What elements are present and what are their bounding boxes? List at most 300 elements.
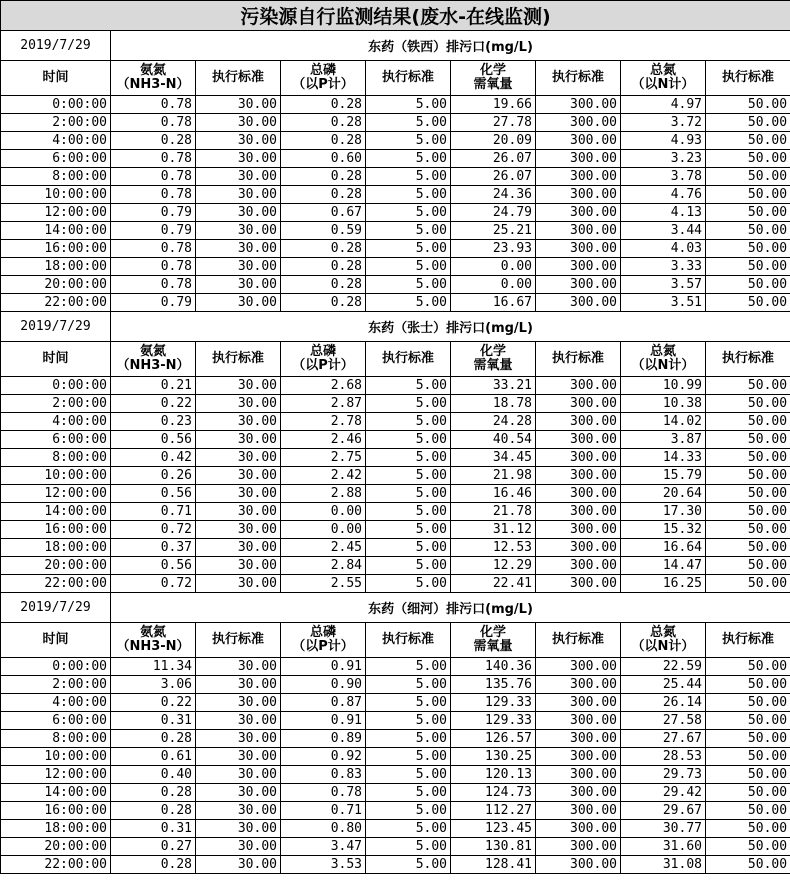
time-cell: 14:00:00 (1, 222, 111, 240)
ammonia-cell: 0.31 (111, 820, 196, 838)
nitrogen-standard-header: 执行标准 (706, 623, 790, 658)
phosphorus-standard-cell: 5.00 (366, 712, 451, 730)
cod-cell: 129.33 (451, 694, 536, 712)
time-cell: 4:00:00 (1, 694, 111, 712)
ammonia-cell: 0.22 (111, 395, 196, 413)
ammonia-standard-cell: 30.00 (196, 186, 281, 204)
cod-cell: 124.73 (451, 784, 536, 802)
cod-cell: 18.78 (451, 395, 536, 413)
ammonia-standard-cell: 30.00 (196, 413, 281, 431)
time-cell: 0:00:00 (1, 96, 111, 114)
nitrogen-cell: 26.14 (621, 694, 706, 712)
phosphorus-standard-cell: 5.00 (366, 431, 451, 449)
phosphorus-cell: 0.67 (281, 204, 366, 222)
ammonia-cell: 0.28 (111, 784, 196, 802)
phosphorus-standard-cell: 5.00 (366, 240, 451, 258)
cod-standard-cell: 300.00 (536, 658, 621, 676)
section-header-row (1, 312, 790, 342)
nitrogen-cell: 4.97 (621, 96, 706, 114)
ammonia-standard-cell: 30.00 (196, 658, 281, 676)
section-site-name: 东药（细河）排污口(mg/L) (111, 593, 790, 623)
ammonia-standard-cell: 30.00 (196, 557, 281, 575)
phosphorus-cell: 2.78 (281, 413, 366, 431)
time-cell: 8:00:00 (1, 449, 111, 467)
phosphorus-standard-cell: 5.00 (366, 96, 451, 114)
ammonia-standard-cell: 30.00 (196, 114, 281, 132)
cod-standard-cell: 300.00 (536, 766, 621, 784)
ammonia-standard-cell: 30.00 (196, 150, 281, 168)
ammonia-cell: 0.71 (111, 503, 196, 521)
cod-standard-cell: 300.00 (536, 485, 621, 503)
ammonia-cell: 0.28 (111, 802, 196, 820)
cod-cell: 0.00 (451, 276, 536, 294)
ammonia-cell: 0.72 (111, 575, 196, 593)
ammonia-standard-cell: 30.00 (196, 377, 281, 395)
ammonia-standard-cell: 30.00 (196, 240, 281, 258)
nitrogen-cell: 14.02 (621, 413, 706, 431)
ammonia-standard-header: 执行标准 (196, 61, 281, 96)
nitrogen-standard-cell: 50.00 (706, 712, 790, 730)
ammonia-standard-cell: 30.00 (196, 132, 281, 150)
nitrogen-standard-cell: 50.00 (706, 168, 790, 186)
phosphorus-standard-cell: 5.00 (366, 186, 451, 204)
cod-standard-cell: 300.00 (536, 114, 621, 132)
phosphorus-standard-header: 执行标准 (366, 342, 451, 377)
ammonia-cell: 0.78 (111, 96, 196, 114)
ammonia-cell: 0.27 (111, 838, 196, 856)
ammonia-standard-header: 执行标准 (196, 623, 281, 658)
phosphorus-standard-cell: 5.00 (366, 820, 451, 838)
nitrogen-cell: 31.60 (621, 838, 706, 856)
time-cell: 6:00:00 (1, 431, 111, 449)
ammonia-standard-cell: 30.00 (196, 820, 281, 838)
nitrogen-cell: 10.38 (621, 395, 706, 413)
table-row (1, 802, 790, 820)
phosphorus-standard-header: 执行标准 (366, 623, 451, 658)
ammonia-standard-cell: 30.00 (196, 96, 281, 114)
table-row (1, 730, 790, 748)
phosphorus-standard-cell: 5.00 (366, 521, 451, 539)
cod-standard-cell: 300.00 (536, 730, 621, 748)
nitrogen-standard-cell: 50.00 (706, 485, 790, 503)
ammonia-cell: 0.23 (111, 413, 196, 431)
cod-cell: 112.27 (451, 802, 536, 820)
nitrogen-cell: 4.03 (621, 240, 706, 258)
ammonia-standard-cell: 30.00 (196, 449, 281, 467)
phosphorus-cell: 0.91 (281, 712, 366, 730)
nitrogen-cell: 3.78 (621, 168, 706, 186)
cod-header: 化学 需氧量 (451, 623, 536, 658)
phosphorus-standard-cell: 5.00 (366, 485, 451, 503)
nitrogen-header: 总氮 （以N计） (621, 342, 706, 377)
nitrogen-cell: 3.44 (621, 222, 706, 240)
phosphorus-cell: 3.47 (281, 838, 366, 856)
phosphorus-standard-cell: 5.00 (366, 132, 451, 150)
section-header-row (1, 31, 790, 61)
phosphorus-header: 总磷 （以P计） (281, 342, 366, 377)
nitrogen-cell: 4.13 (621, 204, 706, 222)
ammonia-cell: 0.26 (111, 467, 196, 485)
phosphorus-standard-cell: 5.00 (366, 539, 451, 557)
column-header-row (1, 61, 790, 96)
ammonia-cell: 0.79 (111, 204, 196, 222)
phosphorus-standard-cell: 5.00 (366, 694, 451, 712)
nitrogen-cell: 29.67 (621, 802, 706, 820)
nitrogen-standard-cell: 50.00 (706, 694, 790, 712)
phosphorus-standard-cell: 5.00 (366, 676, 451, 694)
cod-standard-header: 执行标准 (536, 342, 621, 377)
ammonia-standard-cell: 30.00 (196, 168, 281, 186)
table-row (1, 222, 790, 240)
phosphorus-standard-cell: 5.00 (366, 784, 451, 802)
cod-cell: 27.78 (451, 114, 536, 132)
table-row (1, 276, 790, 294)
table-row (1, 820, 790, 838)
section-date: 2019/7/29 (1, 593, 111, 623)
ammonia-standard-header: 执行标准 (196, 342, 281, 377)
table-row (1, 150, 790, 168)
time-cell: 4:00:00 (1, 413, 111, 431)
cod-standard-cell: 300.00 (536, 712, 621, 730)
time-cell: 12:00:00 (1, 485, 111, 503)
nitrogen-cell: 14.47 (621, 557, 706, 575)
cod-cell: 120.13 (451, 766, 536, 784)
nitrogen-standard-cell: 50.00 (706, 186, 790, 204)
phosphorus-standard-cell: 5.00 (366, 467, 451, 485)
nitrogen-cell: 10.99 (621, 377, 706, 395)
nitrogen-cell: 3.33 (621, 258, 706, 276)
table-row (1, 856, 790, 874)
nitrogen-standard-cell: 50.00 (706, 240, 790, 258)
ammonia-standard-cell: 30.00 (196, 766, 281, 784)
ammonia-standard-cell: 30.00 (196, 784, 281, 802)
cod-cell: 140.36 (451, 658, 536, 676)
phosphorus-standard-cell: 5.00 (366, 658, 451, 676)
ammonia-standard-cell: 30.00 (196, 521, 281, 539)
ammonia-standard-cell: 30.00 (196, 856, 281, 874)
phosphorus-standard-cell: 5.00 (366, 575, 451, 593)
cod-standard-cell: 300.00 (536, 222, 621, 240)
time-cell: 0:00:00 (1, 658, 111, 676)
ammonia-standard-cell: 30.00 (196, 294, 281, 312)
phosphorus-cell: 0.28 (281, 186, 366, 204)
cod-standard-cell: 300.00 (536, 431, 621, 449)
time-cell: 14:00:00 (1, 784, 111, 802)
time-cell: 20:00:00 (1, 276, 111, 294)
nitrogen-standard-cell: 50.00 (706, 377, 790, 395)
phosphorus-standard-cell: 5.00 (366, 449, 451, 467)
phosphorus-cell: 0.80 (281, 820, 366, 838)
phosphorus-standard-cell: 5.00 (366, 413, 451, 431)
ammonia-standard-cell: 30.00 (196, 276, 281, 294)
cod-cell: 40.54 (451, 431, 536, 449)
cod-standard-cell: 300.00 (536, 539, 621, 557)
nitrogen-cell: 4.93 (621, 132, 706, 150)
nitrogen-cell: 31.08 (621, 856, 706, 874)
time-cell: 14:00:00 (1, 503, 111, 521)
time-cell: 16:00:00 (1, 521, 111, 539)
nitrogen-cell: 3.57 (621, 276, 706, 294)
nitrogen-standard-cell: 50.00 (706, 658, 790, 676)
nitrogen-standard-cell: 50.00 (706, 838, 790, 856)
table-row (1, 838, 790, 856)
ammonia-cell: 0.40 (111, 766, 196, 784)
nitrogen-cell: 3.51 (621, 294, 706, 312)
cod-standard-cell: 300.00 (536, 557, 621, 575)
nitrogen-standard-cell: 50.00 (706, 503, 790, 521)
ammonia-cell: 0.78 (111, 258, 196, 276)
time-cell: 8:00:00 (1, 168, 111, 186)
table-row (1, 132, 790, 150)
nitrogen-standard-cell: 50.00 (706, 413, 790, 431)
phosphorus-standard-cell: 5.00 (366, 114, 451, 132)
cod-standard-cell: 300.00 (536, 150, 621, 168)
cod-cell: 129.33 (451, 712, 536, 730)
cod-cell: 24.36 (451, 186, 536, 204)
phosphorus-cell: 2.42 (281, 467, 366, 485)
cod-cell: 135.76 (451, 676, 536, 694)
phosphorus-standard-cell: 5.00 (366, 150, 451, 168)
phosphorus-standard-cell: 5.00 (366, 748, 451, 766)
phosphorus-cell: 0.89 (281, 730, 366, 748)
nitrogen-standard-cell: 50.00 (706, 856, 790, 874)
cod-standard-cell: 300.00 (536, 521, 621, 539)
cod-cell: 21.78 (451, 503, 536, 521)
phosphorus-standard-cell: 5.00 (366, 766, 451, 784)
time-cell: 20:00:00 (1, 557, 111, 575)
nitrogen-cell: 27.67 (621, 730, 706, 748)
table-row (1, 784, 790, 802)
ammonia-standard-cell: 30.00 (196, 575, 281, 593)
cod-cell: 130.25 (451, 748, 536, 766)
ammonia-cell: 0.79 (111, 294, 196, 312)
cod-header: 化学 需氧量 (451, 342, 536, 377)
nitrogen-standard-cell: 50.00 (706, 114, 790, 132)
ammonia-cell: 0.78 (111, 240, 196, 258)
phosphorus-cell: 2.75 (281, 449, 366, 467)
cod-standard-cell: 300.00 (536, 258, 621, 276)
table-row (1, 114, 790, 132)
cod-cell: 16.46 (451, 485, 536, 503)
section-site-name: 东药（张士）排污口(mg/L) (111, 312, 790, 342)
table-row (1, 575, 790, 593)
phosphorus-header: 总磷 （以P计） (281, 623, 366, 658)
phosphorus-cell: 0.60 (281, 150, 366, 168)
ammonia-cell: 0.72 (111, 521, 196, 539)
time-cell: 4:00:00 (1, 132, 111, 150)
phosphorus-cell: 2.46 (281, 431, 366, 449)
nitrogen-cell: 22.59 (621, 658, 706, 676)
ammonia-cell: 0.78 (111, 186, 196, 204)
table-row (1, 96, 790, 114)
cod-cell: 22.41 (451, 575, 536, 593)
ammonia-cell: 0.78 (111, 168, 196, 186)
phosphorus-cell: 0.90 (281, 676, 366, 694)
ammonia-cell: 11.34 (111, 658, 196, 676)
phosphorus-cell: 0.00 (281, 503, 366, 521)
phosphorus-standard-cell: 5.00 (366, 838, 451, 856)
ammonia-standard-cell: 30.00 (196, 712, 281, 730)
nitrogen-cell: 16.25 (621, 575, 706, 593)
ammonia-header: 氨氮 （NH3-N） (111, 61, 196, 96)
time-cell: 8:00:00 (1, 730, 111, 748)
time-cell: 10:00:00 (1, 748, 111, 766)
nitrogen-standard-cell: 50.00 (706, 575, 790, 593)
ammonia-cell: 0.37 (111, 539, 196, 557)
phosphorus-standard-cell: 5.00 (366, 377, 451, 395)
cod-header: 化学 需氧量 (451, 61, 536, 96)
nitrogen-standard-cell: 50.00 (706, 766, 790, 784)
cod-cell: 26.07 (451, 150, 536, 168)
cod-cell: 123.45 (451, 820, 536, 838)
section-site-name: 东药（铁西）排污口(mg/L) (111, 31, 790, 61)
cod-standard-cell: 300.00 (536, 784, 621, 802)
phosphorus-cell: 2.45 (281, 539, 366, 557)
nitrogen-cell: 25.44 (621, 676, 706, 694)
nitrogen-cell: 15.79 (621, 467, 706, 485)
time-cell: 2:00:00 (1, 114, 111, 132)
cod-standard-cell: 300.00 (536, 168, 621, 186)
cod-cell: 26.07 (451, 168, 536, 186)
time-cell: 12:00:00 (1, 766, 111, 784)
time-cell: 0:00:00 (1, 377, 111, 395)
phosphorus-standard-cell: 5.00 (366, 503, 451, 521)
nitrogen-cell: 17.30 (621, 503, 706, 521)
cod-standard-cell: 300.00 (536, 294, 621, 312)
nitrogen-standard-cell: 50.00 (706, 204, 790, 222)
nitrogen-standard-cell: 50.00 (706, 294, 790, 312)
cod-standard-cell: 300.00 (536, 96, 621, 114)
phosphorus-standard-cell: 5.00 (366, 294, 451, 312)
nitrogen-standard-cell: 50.00 (706, 676, 790, 694)
phosphorus-cell: 0.28 (281, 258, 366, 276)
time-header: 时间 (1, 623, 111, 658)
section-header-row (1, 593, 790, 623)
time-cell: 10:00:00 (1, 186, 111, 204)
phosphorus-cell: 0.92 (281, 748, 366, 766)
phosphorus-standard-cell: 5.00 (366, 204, 451, 222)
ammonia-cell: 0.28 (111, 730, 196, 748)
table-row (1, 186, 790, 204)
phosphorus-standard-cell: 5.00 (366, 168, 451, 186)
ammonia-cell: 0.42 (111, 449, 196, 467)
ammonia-cell: 3.06 (111, 676, 196, 694)
nitrogen-standard-cell: 50.00 (706, 539, 790, 557)
table-row (1, 503, 790, 521)
ammonia-header: 氨氮 （NH3-N） (111, 623, 196, 658)
phosphorus-cell: 0.78 (281, 784, 366, 802)
time-cell: 16:00:00 (1, 802, 111, 820)
nitrogen-standard-cell: 50.00 (706, 820, 790, 838)
table-row (1, 557, 790, 575)
ammonia-standard-cell: 30.00 (196, 258, 281, 276)
cod-cell: 33.21 (451, 377, 536, 395)
cod-standard-cell: 300.00 (536, 694, 621, 712)
ammonia-cell: 0.28 (111, 856, 196, 874)
phosphorus-standard-cell: 5.00 (366, 222, 451, 240)
table-row (1, 168, 790, 186)
time-cell: 10:00:00 (1, 467, 111, 485)
column-header-row (1, 342, 790, 377)
ammonia-standard-cell: 30.00 (196, 222, 281, 240)
page-title: 污染源自行监测结果(废水-在线监测) (1, 1, 790, 31)
cod-standard-cell: 300.00 (536, 503, 621, 521)
nitrogen-cell: 3.87 (621, 431, 706, 449)
phosphorus-standard-cell: 5.00 (366, 557, 451, 575)
cod-standard-cell: 300.00 (536, 413, 621, 431)
ammonia-standard-cell: 30.00 (196, 204, 281, 222)
column-header-row (1, 623, 790, 658)
time-cell: 16:00:00 (1, 240, 111, 258)
ammonia-standard-cell: 30.00 (196, 676, 281, 694)
time-cell: 22:00:00 (1, 575, 111, 593)
cod-standard-cell: 300.00 (536, 820, 621, 838)
ammonia-cell: 0.78 (111, 150, 196, 168)
table-row (1, 658, 790, 676)
ammonia-standard-cell: 30.00 (196, 431, 281, 449)
phosphorus-standard-cell: 5.00 (366, 856, 451, 874)
phosphorus-cell: 0.28 (281, 96, 366, 114)
phosphorus-cell: 0.83 (281, 766, 366, 784)
nitrogen-cell: 29.73 (621, 766, 706, 784)
ammonia-cell: 0.56 (111, 557, 196, 575)
nitrogen-standard-cell: 50.00 (706, 730, 790, 748)
nitrogen-standard-cell: 50.00 (706, 802, 790, 820)
phosphorus-cell: 0.28 (281, 114, 366, 132)
nitrogen-header: 总氮 （以N计） (621, 623, 706, 658)
nitrogen-standard-cell: 50.00 (706, 132, 790, 150)
time-cell: 18:00:00 (1, 820, 111, 838)
nitrogen-cell: 3.72 (621, 114, 706, 132)
nitrogen-cell: 28.53 (621, 748, 706, 766)
phosphorus-cell: 0.28 (281, 276, 366, 294)
nitrogen-standard-cell: 50.00 (706, 748, 790, 766)
cod-standard-cell: 300.00 (536, 838, 621, 856)
ammonia-standard-cell: 30.00 (196, 694, 281, 712)
table-row (1, 485, 790, 503)
time-cell: 6:00:00 (1, 150, 111, 168)
table-row (1, 294, 790, 312)
cod-standard-header: 执行标准 (536, 61, 621, 96)
nitrogen-cell: 14.33 (621, 449, 706, 467)
time-cell: 6:00:00 (1, 712, 111, 730)
phosphorus-standard-cell: 5.00 (366, 395, 451, 413)
phosphorus-standard-cell: 5.00 (366, 276, 451, 294)
cod-standard-cell: 300.00 (536, 204, 621, 222)
cod-standard-header: 执行标准 (536, 623, 621, 658)
phosphorus-cell: 0.28 (281, 132, 366, 150)
nitrogen-cell: 4.76 (621, 186, 706, 204)
time-header: 时间 (1, 342, 111, 377)
ammonia-cell: 0.56 (111, 431, 196, 449)
cod-cell: 19.66 (451, 96, 536, 114)
ammonia-cell: 0.78 (111, 114, 196, 132)
nitrogen-cell: 16.64 (621, 539, 706, 557)
phosphorus-standard-cell: 5.00 (366, 802, 451, 820)
phosphorus-cell: 0.59 (281, 222, 366, 240)
cod-cell: 12.53 (451, 539, 536, 557)
cod-cell: 24.28 (451, 413, 536, 431)
ammonia-cell: 0.28 (111, 132, 196, 150)
table-row (1, 467, 790, 485)
cod-cell: 130.81 (451, 838, 536, 856)
time-header: 时间 (1, 61, 111, 96)
cod-cell: 24.79 (451, 204, 536, 222)
cod-cell: 20.09 (451, 132, 536, 150)
time-cell: 12:00:00 (1, 204, 111, 222)
table-row (1, 521, 790, 539)
section-date: 2019/7/29 (1, 312, 111, 342)
